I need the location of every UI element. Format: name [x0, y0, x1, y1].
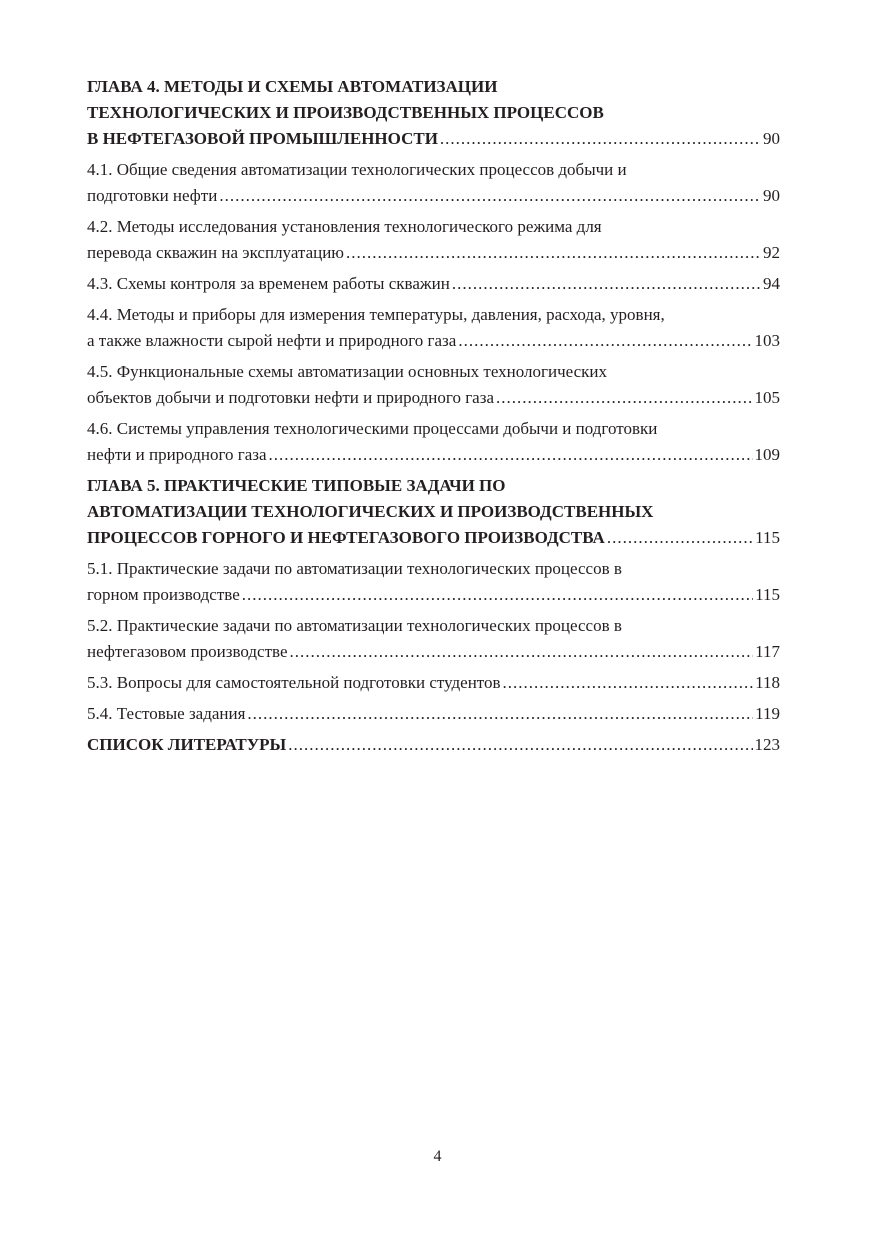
dot-leader	[440, 126, 761, 152]
toc-entry-text-line: 5.3. Вопросы для самостоятельной подготовки студентов	[87, 673, 501, 692]
toc-entry-text-line: АВТОМАТИЗАЦИИ ТЕХНОЛОГИЧЕСКИХ И ПРОИЗВОДСТВЕННЫХ	[87, 502, 654, 521]
toc-entry-leader-row	[87, 240, 780, 266]
toc-entry-text-line: 4.6. Системы управления технологическими процессами добычи и подготовки	[87, 419, 658, 438]
dot-leader	[288, 732, 752, 758]
toc-section-entry[interactable]	[87, 157, 780, 209]
toc-page-number: 115	[755, 585, 780, 604]
toc-chapter-entry[interactable]	[87, 74, 780, 152]
toc-entry-text-line: 4.3. Схемы контроля за временем работы скважин	[87, 274, 450, 293]
toc-entry-text-line: 5.1. Практические задачи по автоматизации технологических процессов в	[87, 559, 622, 578]
toc-page-number: 123	[754, 735, 780, 754]
toc-entry-text-line: нефтегазовом производстве	[87, 642, 288, 661]
toc-entry-text-line: нефти и природного газа	[87, 445, 267, 464]
page-number: 4	[433, 1148, 442, 1165]
toc-entry-leader-row	[87, 670, 780, 696]
toc-entry-text-line: 4.2. Методы исследования установления технологического режима для	[87, 217, 602, 236]
toc-entry-text-line: 5.2. Практические задачи по автоматизации технологических процессов в	[87, 616, 622, 635]
dot-leader	[269, 442, 753, 468]
toc-entry-text-line: 5.4. Тестовые задания	[87, 704, 246, 723]
toc-section-entry[interactable]	[87, 214, 780, 266]
toc-page-number: 90	[763, 129, 780, 148]
toc-section-entry[interactable]	[87, 701, 780, 727]
toc-entry-text-line: перевода скважин на эксплуатацию	[87, 243, 345, 262]
toc-page-number: 109	[754, 445, 780, 464]
toc-entry-text-line: подготовки нефти	[87, 186, 218, 205]
toc-entry-leader-row	[87, 126, 780, 152]
toc-page-number: 90	[763, 186, 780, 205]
dot-leader	[242, 582, 753, 608]
toc-entry-text-line: 4.4. Методы и приборы для измерения температуры, давления, расхода, уровня,	[87, 305, 665, 324]
toc-entry-leader-row	[87, 732, 780, 758]
dot-leader	[607, 525, 753, 551]
dot-leader	[503, 670, 754, 696]
toc-entry-leader-row	[87, 701, 780, 727]
toc-page-number: 105	[754, 388, 780, 407]
dot-leader	[247, 701, 753, 727]
toc-entry-leader-row	[87, 183, 780, 209]
dot-leader	[290, 639, 754, 665]
toc-entry-text-line: ПРОЦЕССОВ ГОРНОГО И НЕФТЕГАЗОВОГО ПРОИЗВОДСТВА	[87, 528, 605, 547]
dot-leader	[496, 385, 753, 411]
toc-section-entry[interactable]	[87, 416, 780, 468]
toc-section-entry[interactable]	[87, 556, 780, 608]
toc-section-entry[interactable]	[87, 613, 780, 665]
toc-page-number: 118	[755, 673, 780, 692]
toc-entry-text-line: СПИСОК ЛИТЕРАТУРЫ	[87, 735, 287, 754]
dot-leader	[346, 240, 761, 266]
toc-entry-text-line: а также влажности сырой нефти и природного газа	[87, 331, 457, 350]
toc-entry-text-line: объектов добычи и подготовки нефти и природного газа	[87, 388, 494, 407]
toc-entry-leader-row	[87, 442, 780, 468]
toc-entry-text-line: горном производстве	[87, 585, 240, 604]
toc-entry-leader-row	[87, 525, 780, 551]
toc-section-entry[interactable]	[87, 271, 780, 297]
toc-entry-text-line: В НЕФТЕГАЗОВОЙ ПРОМЫШЛЕННОСТИ	[87, 129, 438, 148]
toc-entry-leader-row	[87, 582, 780, 608]
toc-page-number: 117	[755, 642, 780, 661]
toc-section-entry[interactable]	[87, 359, 780, 411]
toc-page-number: 103	[754, 331, 780, 350]
toc-page-number: 115	[755, 528, 780, 547]
dot-leader	[219, 183, 761, 209]
toc-section-entry[interactable]	[87, 302, 780, 354]
toc-entry-text-line: ГЛАВА 5. ПРАКТИЧЕСКИЕ ТИПОВЫЕ ЗАДАЧИ ПО	[87, 476, 506, 495]
toc-section-entry[interactable]	[87, 670, 780, 696]
toc-entry-text-line: ТЕХНОЛОГИЧЕСКИХ И ПРОИЗВОДСТВЕННЫХ ПРОЦЕССОВ	[87, 103, 604, 122]
toc-entry-leader-row	[87, 271, 780, 297]
toc-references-entry[interactable]	[87, 732, 780, 758]
toc-page-number: 94	[763, 274, 780, 293]
toc-entry-text-line: 4.5. Функциональные схемы автоматизации основных технологических	[87, 362, 608, 381]
dot-leader	[458, 328, 752, 354]
toc-entry-text-line: 4.1. Общие сведения автоматизации технологических процессов добычи и	[87, 160, 627, 179]
table-of-contents	[87, 74, 780, 758]
toc-page-number: 92	[763, 243, 780, 262]
toc-page-number: 119	[755, 704, 780, 723]
dot-leader	[452, 271, 761, 297]
toc-entry-leader-row	[87, 639, 780, 665]
toc-entry-leader-row	[87, 328, 780, 354]
toc-chapter-entry[interactable]	[87, 473, 780, 551]
toc-entry-leader-row	[87, 385, 780, 411]
toc-entry-text-line: ГЛАВА 4. МЕТОДЫ И СХЕМЫ АВТОМАТИЗАЦИИ	[87, 77, 498, 96]
